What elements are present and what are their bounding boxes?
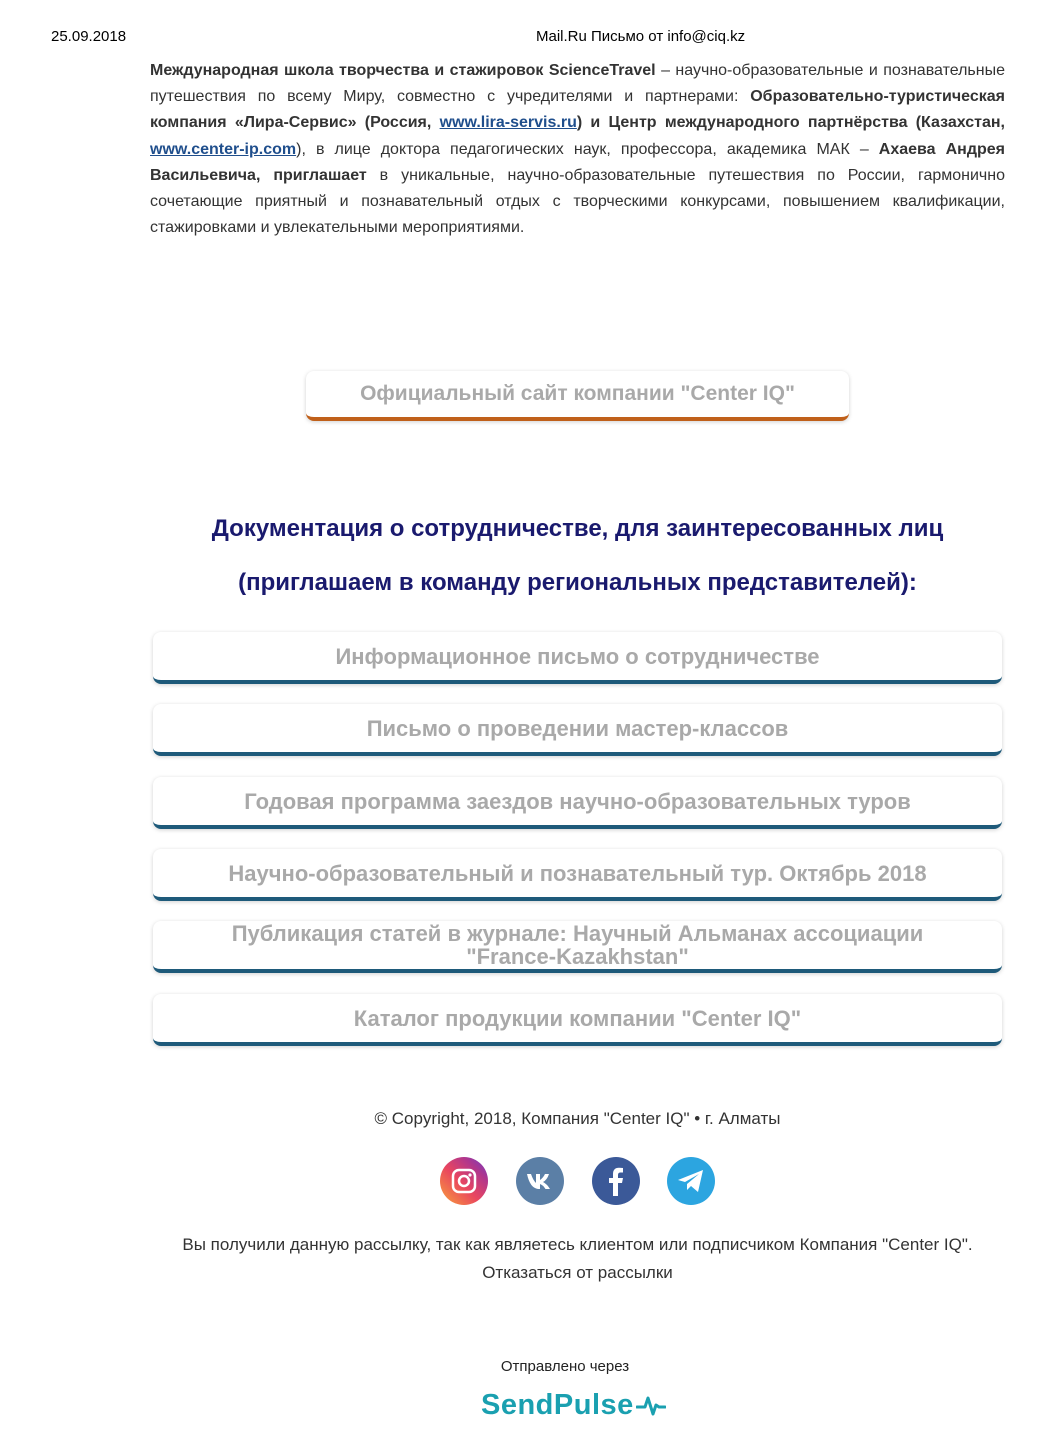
sent-via-label: Отправлено через bbox=[500, 1358, 630, 1375]
partner-center-ip: ) и Центр международного партнёрства (Казахстан, bbox=[576, 114, 1005, 132]
person-name: Ахаева Андрея Васильевича, приглашает bbox=[150, 140, 1005, 184]
annual-program-button[interactable]: Годовая программа заездов научно-образовательных туров bbox=[153, 777, 1002, 829]
print-date: 25.09.2018 bbox=[51, 28, 127, 45]
sendpulse-logo-text: SendPulse bbox=[481, 1388, 634, 1421]
product-catalog-button[interactable]: Каталог продукции компании "Center IQ" bbox=[153, 994, 1002, 1046]
unsubscribe-link[interactable]: Отказаться от рассылки bbox=[482, 1263, 673, 1282]
documentation-subheading: (приглашаем в команду региональных представителей): bbox=[238, 569, 917, 596]
facebook-icon[interactable] bbox=[592, 1157, 640, 1205]
intro-text: в уникальные, научно-образовательные путешествия по России, гармонично сочетающие приятный и познавательный отдых с творческими конкурсами, повышением квалификации, стажировками и увлекательными мероприятиями. bbox=[150, 166, 1005, 237]
pulse-icon bbox=[636, 1393, 666, 1417]
partner-lira: Образовательно-туристическая компания «Лира-Сервис» (Россия, bbox=[150, 88, 1005, 132]
instagram-icon[interactable] bbox=[440, 1157, 488, 1205]
print-title: Mail.Ru Письмо от info@ciq.kz bbox=[536, 28, 746, 45]
subscription-notice bbox=[150, 1231, 1005, 1287]
intro-text: – научно-образовательные и познавательные путешествия по всему Миру, совместно с учредителями и партнерами: bbox=[150, 62, 1005, 106]
lira-servis-link[interactable]: www.lira-servis.ru bbox=[439, 114, 577, 132]
intro-paragraph bbox=[150, 58, 1005, 241]
school-name: Международная школа творчества и стажировок ScienceTravel bbox=[150, 62, 656, 79]
official-site-button[interactable]: Официальный сайт компании "Center IQ" bbox=[306, 371, 849, 421]
copyright: © Copyright, 2018, Компания "Center IQ" • г. Алматы bbox=[374, 1109, 781, 1128]
info-letter-button[interactable]: Информационное письмо о сотрудничестве bbox=[153, 632, 1002, 684]
october-tour-button[interactable]: Научно-образовательный и познавательный тур. Октябрь 2018 bbox=[153, 849, 1002, 901]
telegram-icon[interactable] bbox=[667, 1157, 715, 1205]
intro-text: ), в лице доктора педагогических наук, профессора, академика МАК – bbox=[296, 140, 879, 158]
documentation-heading: Документация о сотрудничестве, для заинтересованных лиц bbox=[211, 515, 944, 542]
print-header bbox=[0, 28, 1063, 48]
almanac-publication-button[interactable]: Публикация статей в журнале: Научный Альманах ассоциации "France-Kazakhstan" bbox=[153, 921, 1002, 973]
center-ip-link[interactable]: www.center-ip.com bbox=[150, 140, 297, 158]
subscription-text: Вы получили данную рассылку, так как являетесь клиентом или подписчиком Компания "Center IQ". bbox=[182, 1235, 973, 1254]
vk-icon[interactable] bbox=[516, 1157, 564, 1205]
sendpulse-logo[interactable] bbox=[481, 1385, 666, 1425]
master-classes-letter-button[interactable]: Письмо о проведении мастер-классов bbox=[153, 704, 1002, 756]
